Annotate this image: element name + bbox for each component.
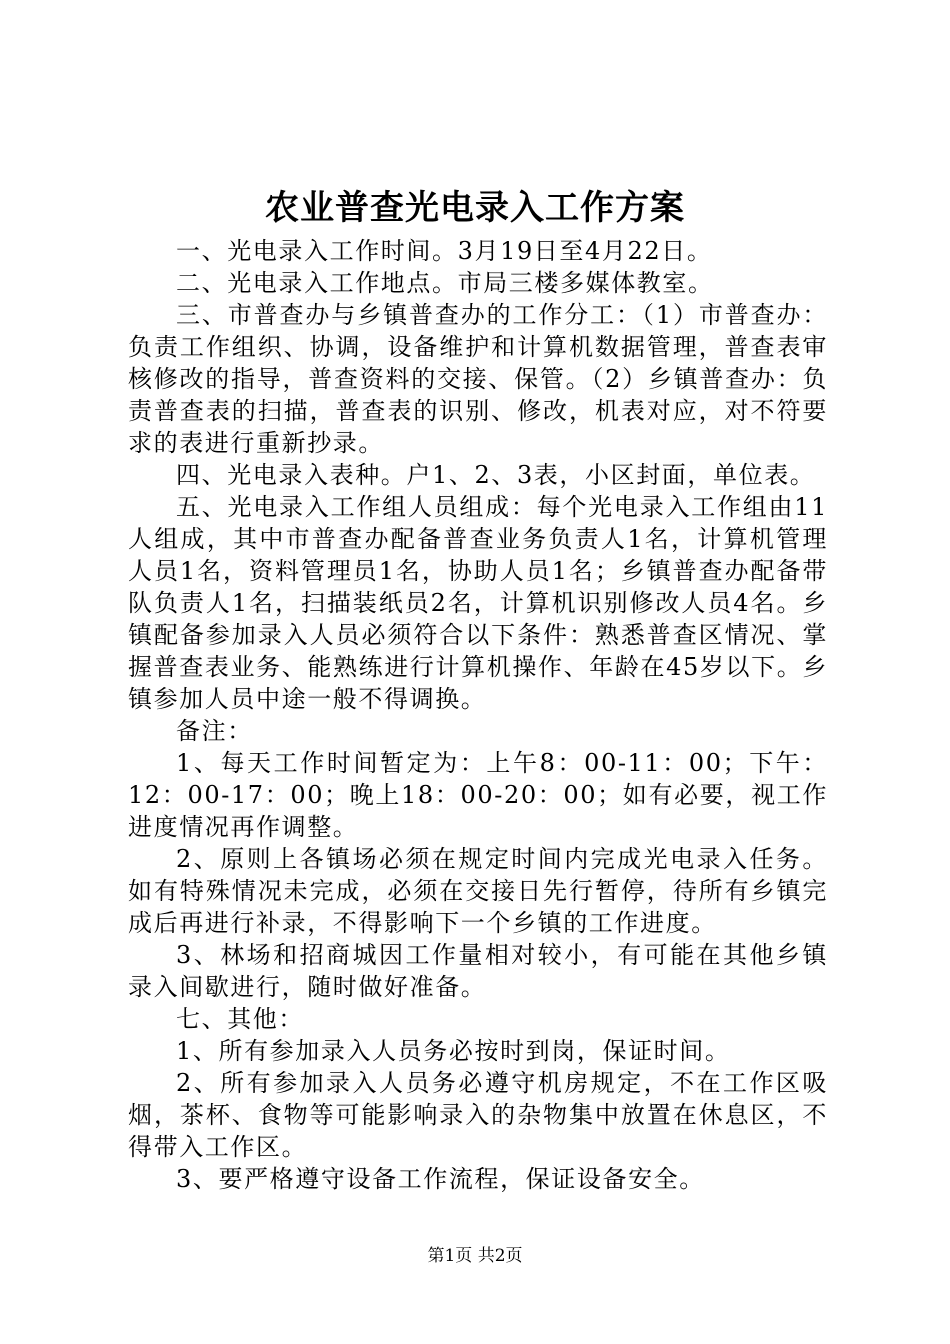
paragraph-other-heading: 七、其他：: [176, 1005, 304, 1033]
paragraph-division-of-work: 三、市普查办与乡镇普查办的工作分工：（1）市普查办：负责工作组织、协调，设备维护和计算机数据管理，普查表审核修改的指导，普查资料的交接、保管。（2）乡镇普查办：负责普查表的扫描，普查表的识别、修改，机表对应，对不符要求的表进行重新抄录。: [128, 301, 828, 457]
paragraph-other-2: 2、所有参加录入人员务必遵守机房规定，不在工作区吸烟，茶杯、食物等可能影响录入的杂物集中放置在休息区，不得带入工作区。: [128, 1069, 828, 1161]
document-body: [128, 235, 828, 1195]
page-footer: 第1页 共2页: [427, 1246, 523, 1266]
paragraph-team-composition: 五、光电录入工作组人员组成：每个光电录入工作组由11人组成，其中市普查办配备普查业务负责人1名，计算机管理人员1名，资料管理员1名，协助人员1名；乡镇普查办配备带队负责人1名，扫描装纸员2名，计算机识别修改人员4名。乡镇配备参加录入人员必须符合以下条件：熟悉普查区情况、掌握普查表业务、能熟练进行计算机操作、年龄在45岁以下。乡镇参加人员中途一般不得调换。: [128, 493, 828, 713]
paragraph-work-time: 一、光电录入工作时间。3月19日至4月22日。: [176, 237, 713, 265]
paragraph-other-1: 1、所有参加录入人员务必按时到岗，保证时间。: [176, 1037, 731, 1065]
paragraph-remark-3: 3、林场和招商城因工作量相对较小，有可能在其他乡镇录入间歇进行，随时做好准备。: [128, 941, 828, 1001]
paragraph-work-location: 二、光电录入工作地点。市局三楼多媒体教室。: [176, 269, 714, 297]
paragraph-form-types: 四、光电录入表种。户1、2、3表，小区封面，单位表。: [176, 461, 816, 489]
paragraph-other-3: 3、要严格遵守设备工作流程，保证设备安全。: [176, 1165, 705, 1193]
paragraph-remarks-heading: 备注：: [176, 717, 253, 745]
paragraph-remark-1: 1、每天工作时间暂定为：上午8：00-11：00；下午：12：00-17：00；晚上18：00-20：00；如有必要，视工作进度情况再作调整。: [128, 749, 828, 841]
document-title: 农业普查光电录入工作方案: [265, 188, 685, 228]
paragraph-remark-2: 2、原则上各镇场必须在规定时间内完成光电录入任务。如有特殊情况未完成，必须在交接日先行暂停，待所有乡镇完成后再进行补录，不得影响下一个乡镇的工作进度。: [128, 845, 828, 937]
